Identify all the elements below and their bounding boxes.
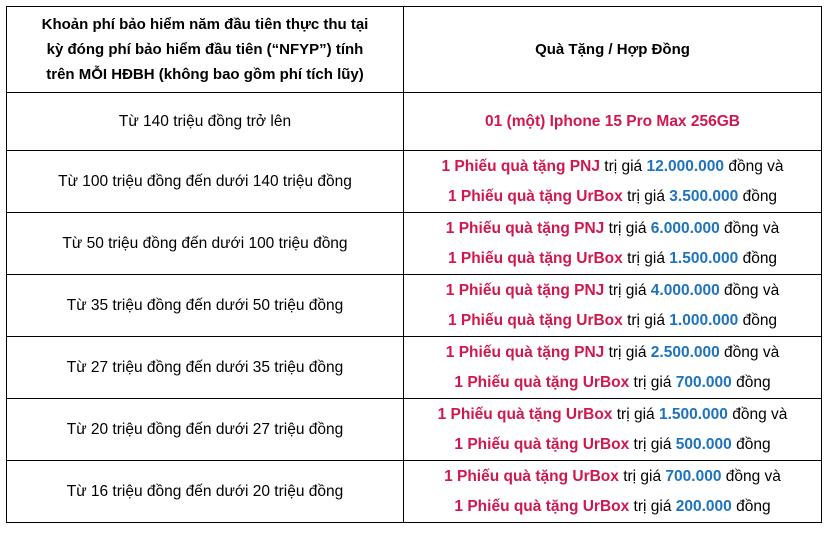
gift-amount: 2.500.000 [650, 343, 720, 361]
gift-name: 1 Phiếu quà tặng PNJ [441, 157, 600, 175]
tier-cell: Từ 27 triệu đồng đến dưới 35 triệu đồng [7, 337, 404, 399]
gift-name: 1 Phiếu quà tặng PNJ [445, 219, 605, 237]
gift-amount: 3.500.000 [669, 187, 739, 205]
gift-line [410, 306, 815, 336]
gift-line [410, 152, 815, 182]
gift-amount: 200.000 [675, 497, 732, 515]
gift-amount: 1.500.000 [669, 249, 739, 267]
header-line: trên MỖI HĐBH (không bao gồm phí tích lũy) [46, 66, 364, 83]
gift-name: 1 Phiếu quà tặng PNJ [445, 343, 605, 361]
suffix: đồng [731, 497, 771, 515]
gift-table-container [6, 6, 822, 523]
tier-cell: Từ 16 triệu đồng đến dưới 20 triệu đồng [7, 461, 404, 523]
table-row [7, 93, 822, 151]
gift-amount: 12.000.000 [646, 157, 725, 175]
gift-name: 1 Phiếu quà tặng UrBox [437, 405, 613, 423]
gift-amount: 500.000 [675, 435, 732, 453]
gift-name: 1 Phiếu quà tặng PNJ [445, 281, 605, 299]
gift-line [410, 276, 815, 306]
gift-line [410, 368, 815, 398]
suffix: đồng [738, 249, 778, 267]
value-prefix: trị giá [612, 405, 659, 423]
gift-name: 1 Phiếu quà tặng UrBox [454, 373, 630, 391]
gift-name: 1 Phiếu quà tặng UrBox [447, 311, 623, 329]
gift-line [410, 430, 815, 460]
gift-line [410, 462, 815, 492]
gift-amount: 1.500.000 [658, 405, 728, 423]
gift-cell [404, 213, 822, 275]
table-row [7, 151, 822, 213]
gift-cell [404, 151, 822, 213]
header-gift: Quà Tặng / Hợp Đồng [404, 7, 822, 93]
value-prefix: trị giá [599, 157, 647, 175]
gift-line [410, 338, 815, 368]
value-prefix: trị giá [618, 467, 666, 485]
gift-line [410, 244, 815, 274]
suffix: đồng [731, 435, 771, 453]
value-prefix: trị giá [604, 343, 651, 361]
gift-amount: 700.000 [665, 467, 722, 485]
value-prefix: trị giá [629, 435, 676, 453]
gift-name: 01 (một) Iphone 15 Pro Max 256GB [485, 112, 740, 130]
value-prefix: trị giá [604, 219, 651, 237]
gift-table [6, 6, 822, 523]
table-header-row [7, 7, 822, 93]
tier-cell: Từ 100 triệu đồng đến dưới 140 triệu đồng [7, 151, 404, 213]
value-prefix: trị giá [604, 281, 651, 299]
suffix: đồng [738, 311, 778, 329]
gift-amount: 1.000.000 [669, 311, 739, 329]
gift-line [410, 400, 815, 430]
suffix: đồng và [724, 157, 784, 175]
value-prefix: trị giá [622, 187, 670, 205]
suffix: đồng và [719, 281, 780, 299]
value-prefix: trị giá [629, 497, 676, 515]
gift-name: 1 Phiếu quà tặng UrBox [444, 467, 619, 485]
gift-name: 1 Phiếu quà tặng UrBox [447, 187, 623, 205]
table-row [7, 461, 822, 523]
value-prefix: trị giá [622, 311, 670, 329]
table-row [7, 399, 822, 461]
gift-amount: 4.000.000 [650, 281, 720, 299]
suffix: đồng và [719, 343, 780, 361]
table-row [7, 213, 822, 275]
gift-cell [404, 337, 822, 399]
gift-line [410, 492, 815, 522]
suffix: đồng [731, 373, 771, 391]
value-prefix: trị giá [622, 249, 670, 267]
suffix: đồng và [721, 467, 781, 485]
header-line: Khoản phí bảo hiểm năm đầu tiên thực thu tại [41, 16, 369, 33]
tier-cell: Từ 140 triệu đồng trở lên [7, 93, 404, 151]
gift-cell [404, 93, 822, 151]
suffix: đồng và [727, 405, 788, 423]
gift-cell [404, 461, 822, 523]
table-row [7, 275, 822, 337]
tier-cell: Từ 50 triệu đồng đến dưới 100 triệu đồng [7, 213, 404, 275]
gift-line [410, 182, 815, 212]
table-row [7, 337, 822, 399]
gift-name: 1 Phiếu quà tặng UrBox [454, 497, 630, 515]
header-line: kỳ đóng phí bảo hiểm đầu tiên (“NFYP”) tính [46, 41, 364, 58]
value-prefix: trị giá [629, 373, 676, 391]
suffix: đồng [738, 187, 778, 205]
gift-line [410, 214, 815, 244]
tier-cell: Từ 35 triệu đồng đến dưới 50 triệu đồng [7, 275, 404, 337]
gift-amount: 700.000 [675, 373, 732, 391]
gift-name: 1 Phiếu quà tặng UrBox [447, 249, 623, 267]
gift-amount: 6.000.000 [650, 219, 720, 237]
tier-cell: Từ 20 triệu đồng đến dưới 27 triệu đồng [7, 399, 404, 461]
gift-cell [404, 275, 822, 337]
suffix: đồng và [719, 219, 780, 237]
header-premium-tier [7, 7, 404, 93]
gift-name: 1 Phiếu quà tặng UrBox [454, 435, 630, 453]
gift-cell [404, 399, 822, 461]
